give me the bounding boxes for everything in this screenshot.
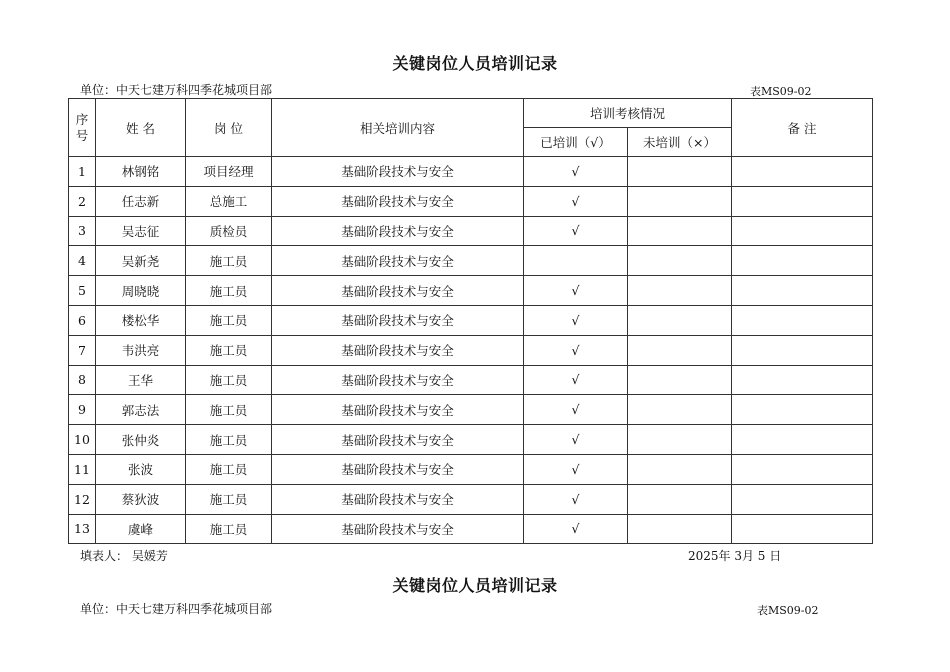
header-content: 相关培训内容 xyxy=(272,99,524,157)
header-untrained: 未培训（×） xyxy=(628,128,732,157)
cell-trained: √ xyxy=(524,365,628,395)
cell-untrained xyxy=(628,395,732,425)
cell-untrained xyxy=(628,276,732,306)
cell-remark xyxy=(732,335,873,365)
cell-seq: 12 xyxy=(69,484,96,514)
cell-remark xyxy=(732,276,873,306)
cell-untrained xyxy=(628,246,732,276)
cell-post: 项目经理 xyxy=(186,157,272,187)
table-row xyxy=(69,514,873,544)
cell-untrained xyxy=(628,305,732,335)
cell-seq: 4 xyxy=(69,246,96,276)
cell-content: 基础阶段技术与安全 xyxy=(272,305,524,335)
cell-name: 虞峰 xyxy=(96,514,186,544)
cell-post: 施工员 xyxy=(186,425,272,455)
cell-untrained xyxy=(628,335,732,365)
cell-name: 韦洪亮 xyxy=(96,335,186,365)
table-row xyxy=(69,186,873,216)
cell-content: 基础阶段技术与安全 xyxy=(272,365,524,395)
cell-trained: √ xyxy=(524,454,628,484)
cell-content: 基础阶段技术与安全 xyxy=(272,514,524,544)
cell-content: 基础阶段技术与安全 xyxy=(272,454,524,484)
cell-remark xyxy=(732,246,873,276)
cell-remark xyxy=(732,365,873,395)
cell-remark xyxy=(732,395,873,425)
cell-post: 施工员 xyxy=(186,454,272,484)
table-row xyxy=(69,276,873,306)
header-trained: 已培训（√） xyxy=(524,128,628,157)
cell-name: 任志新 xyxy=(96,186,186,216)
cell-content: 基础阶段技术与安全 xyxy=(272,335,524,365)
cell-untrained xyxy=(628,365,732,395)
cell-untrained xyxy=(628,484,732,514)
cell-seq: 5 xyxy=(69,276,96,306)
form-code: 表MS09-02 xyxy=(750,85,812,98)
table-row xyxy=(69,395,873,425)
unit-label: 单位：中天七建万科四季花城项目部 xyxy=(80,83,273,97)
cell-content: 基础阶段技术与安全 xyxy=(272,246,524,276)
cell-remark xyxy=(732,514,873,544)
cell-trained: √ xyxy=(524,216,628,246)
next-page-unit-label: 单位：中天七建万科四季花城项目部 xyxy=(80,602,273,616)
cell-seq: 3 xyxy=(69,216,96,246)
cell-content: 基础阶段技术与安全 xyxy=(272,216,524,246)
cell-post: 总施工 xyxy=(186,186,272,216)
header-remark: 备 注 xyxy=(732,99,873,157)
header-name: 姓 名 xyxy=(96,99,186,157)
header-seq-text: 序号 xyxy=(75,111,89,143)
table-row xyxy=(69,216,873,246)
cell-post: 施工员 xyxy=(186,365,272,395)
cell-remark xyxy=(732,484,873,514)
table-row xyxy=(69,305,873,335)
cell-untrained xyxy=(628,454,732,484)
table-row xyxy=(69,246,873,276)
cell-remark xyxy=(732,157,873,187)
cell-trained: √ xyxy=(524,395,628,425)
header-post: 岗 位 xyxy=(186,99,272,157)
cell-post: 施工员 xyxy=(186,305,272,335)
cell-name: 张波 xyxy=(96,454,186,484)
cell-post: 施工员 xyxy=(186,484,272,514)
cell-seq: 1 xyxy=(69,157,96,187)
cell-seq: 7 xyxy=(69,335,96,365)
cell-name: 郭志法 xyxy=(96,395,186,425)
cell-trained: √ xyxy=(524,484,628,514)
cell-name: 楼松华 xyxy=(96,305,186,335)
page-title: 关键岗位人员培训记录 xyxy=(392,54,558,73)
cell-trained: √ xyxy=(524,425,628,455)
table-row xyxy=(69,157,873,187)
table-row xyxy=(69,484,873,514)
cell-seq: 2 xyxy=(69,186,96,216)
cell-seq: 11 xyxy=(69,454,96,484)
fill-date: 2025年 3月 5 日 xyxy=(688,549,782,563)
cell-untrained xyxy=(628,425,732,455)
cell-untrained xyxy=(628,186,732,216)
cell-content: 基础阶段技术与安全 xyxy=(272,157,524,187)
cell-content: 基础阶段技术与安全 xyxy=(272,276,524,306)
cell-name: 吴新尧 xyxy=(96,246,186,276)
table-row xyxy=(69,365,873,395)
cell-trained: √ xyxy=(524,514,628,544)
cell-post: 施工员 xyxy=(186,395,272,425)
cell-untrained xyxy=(628,514,732,544)
cell-content: 基础阶段技术与安全 xyxy=(272,186,524,216)
cell-name: 蔡狄波 xyxy=(96,484,186,514)
cell-post: 质检员 xyxy=(186,216,272,246)
cell-name: 周晓晓 xyxy=(96,276,186,306)
cell-trained: √ xyxy=(524,305,628,335)
next-page-title: 关键岗位人员培训记录 xyxy=(392,576,558,595)
table-row xyxy=(69,454,873,484)
cell-trained xyxy=(524,246,628,276)
cell-content: 基础阶段技术与安全 xyxy=(272,425,524,455)
cell-content: 基础阶段技术与安全 xyxy=(272,484,524,514)
cell-name: 吴志征 xyxy=(96,216,186,246)
cell-remark xyxy=(732,186,873,216)
cell-seq: 8 xyxy=(69,365,96,395)
cell-name: 王华 xyxy=(96,365,186,395)
next-page-form-code: 表MS09-02 xyxy=(757,604,819,617)
training-record-table xyxy=(68,98,873,544)
cell-trained: √ xyxy=(524,276,628,306)
cell-seq: 10 xyxy=(69,425,96,455)
cell-post: 施工员 xyxy=(186,276,272,306)
cell-post: 施工员 xyxy=(186,514,272,544)
cell-trained: √ xyxy=(524,186,628,216)
header-seq xyxy=(69,99,96,157)
cell-remark xyxy=(732,454,873,484)
cell-untrained xyxy=(628,157,732,187)
cell-seq: 9 xyxy=(69,395,96,425)
cell-untrained xyxy=(628,216,732,246)
cell-name: 张仲炎 xyxy=(96,425,186,455)
header-assessment: 培训考核情况 xyxy=(524,99,732,128)
cell-post: 施工员 xyxy=(186,246,272,276)
cell-remark xyxy=(732,425,873,455)
cell-remark xyxy=(732,305,873,335)
table-row xyxy=(69,425,873,455)
cell-content: 基础阶段技术与安全 xyxy=(272,395,524,425)
cell-seq: 6 xyxy=(69,305,96,335)
table-row xyxy=(69,335,873,365)
cell-trained: √ xyxy=(524,335,628,365)
filler-label: 填表人： 吴媛芳 xyxy=(80,549,168,563)
cell-post: 施工员 xyxy=(186,335,272,365)
cell-trained: √ xyxy=(524,157,628,187)
cell-seq: 13 xyxy=(69,514,96,544)
cell-name: 林钢铭 xyxy=(96,157,186,187)
cell-remark xyxy=(732,216,873,246)
